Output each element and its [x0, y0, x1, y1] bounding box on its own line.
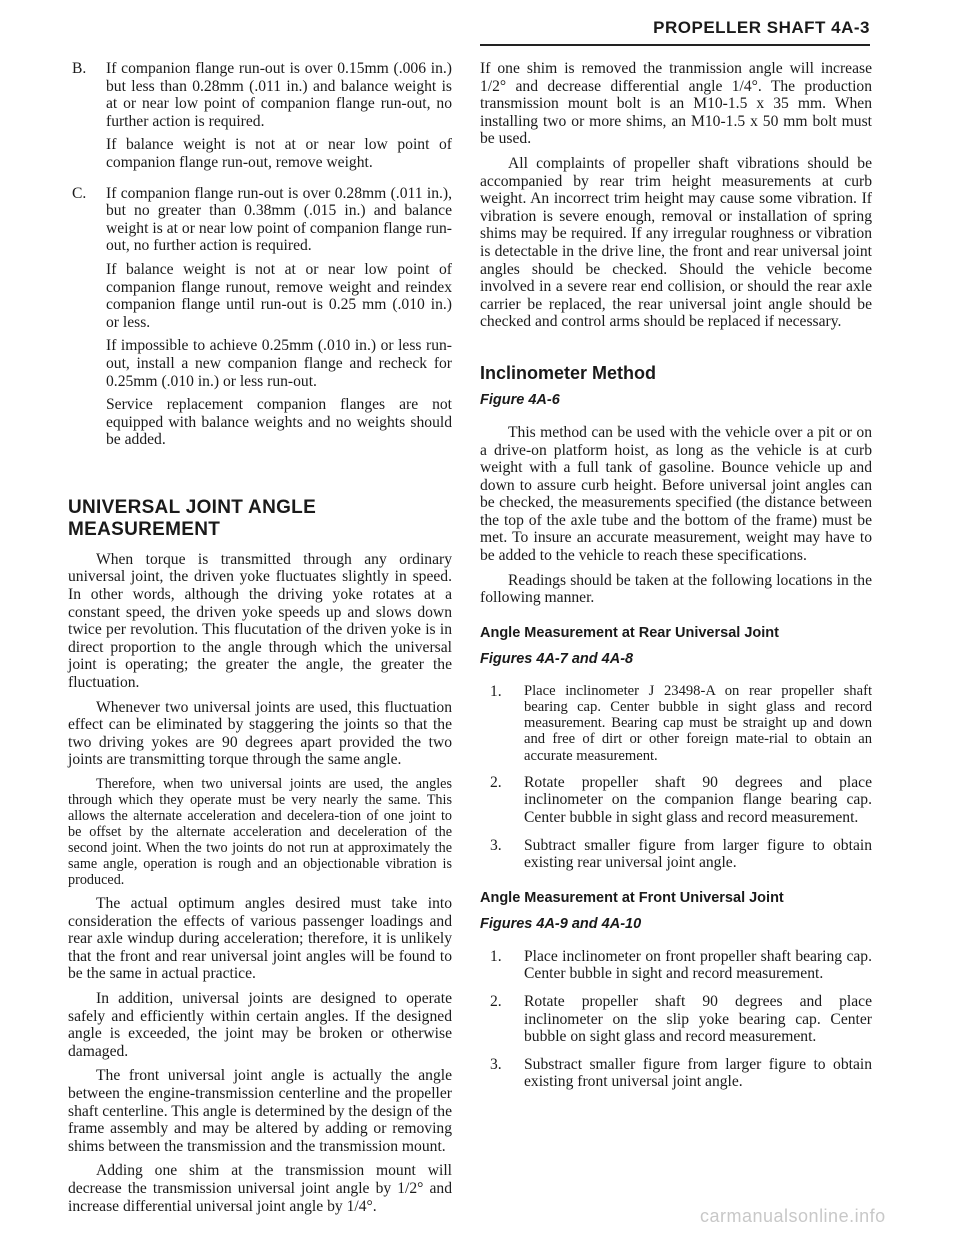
item-label: B.	[72, 60, 87, 77]
step-number: 1.	[490, 947, 502, 965]
paragraph: Whenever two universal joints are used, this fluctuation effect can be eliminated by staggering the joints so that the two driving yokes are 90 degrees apart provided the two joints are transmitting torque through the same angle.	[68, 698, 452, 769]
step-text: Rotate propeller shaft 90 degrees and place inclinometer on the slip yoke bearing cap. Center bubble on sight glass and record measurement.	[524, 993, 872, 1046]
paragraph: All complaints of propeller shaft vibrations should be accompanied by rear trim height measurements at curb weight. An incorrect trim height may cause some vibration. If vibration is severe enough, removal or installation of spring shims may be required. If any irregular roughness or vibration is detectable in the drive line, the front and rear universal joint angles should be checked. Should the vehicle become involved in a severe rear end collision, or should the rear axle carrier be replaced, the rear universal joint angle should be checked and control arms should be replaced if necessary.	[480, 154, 872, 331]
item-label: C.	[72, 184, 87, 202]
paragraph: Adding one shim at the transmission mount will decrease the transmission universal joint angle by 1/2° and increase differential universal joint angle by 1/4°.	[68, 1162, 452, 1215]
step-item	[480, 774, 872, 827]
subsection-title: Angle Measurement at Front Universal Joint	[480, 889, 784, 906]
step-item	[480, 993, 872, 1046]
paragraph: This method can be used with the vehicle over a pit or on a drive-on platform hoist, as long as the vehicle is at curb weight with a full tank of gasoline. Bounce vehicle up and down to assure curb height. Before universal joint angles can be checked, the measurements specified (the distance between the top of the axle tube and the bottom of the frame) must be met. To insure an accurate measurement, weight may have to be added to the vehicle to reach these specifications.	[480, 423, 872, 565]
section-title: UNIVERSAL JOINT ANGLE MEASUREMENT	[68, 496, 317, 540]
list-item-b	[68, 60, 452, 178]
step-item	[480, 1056, 872, 1091]
section-title: Inclinometer Method	[480, 362, 657, 383]
paragraph: The front universal joint angle is actually the angle between the engine-transmission centerline and the propeller shaft centerline. This angle is determined by the design of the frame assembly and may be altered by adding or removing shims between the transmission and the transmission mount.	[68, 1067, 452, 1155]
paragraph: If companion flange run-out is over 0.28mm (.011 in.), but no greater than 0.38mm (.015 in.) and balance weight is at or near low point of companion flange run-out, no further action is required.	[106, 184, 452, 255]
paragraph: In addition, universal joints are designed to operate safely and efficiently within certain angles. If the designed angle is exceeded, the joint may be broken or otherwise damaged.	[68, 989, 452, 1060]
step-item	[480, 948, 872, 983]
step-item	[480, 837, 872, 872]
step-text: Place inclinometer on front propeller shaft bearing cap. Center bubble in sight and record measurement.	[524, 947, 872, 983]
step-text: Rotate propeller shaft 90 degrees and place inclinometer on the companion flange bearing cap. Center bubble in sight glass and record measurement.	[524, 773, 872, 827]
step-text: Place inclinometer J 23498-A on rear propeller shaft bearing cap. Center bubble in sight glass and record measurement. Bearing cap must be straight up and down and free of dirt or other foreign mate-rial to obtain an accurate measurement.	[524, 682, 872, 764]
watermark: carmanualsonline.info	[700, 1206, 886, 1226]
step-text: Subtract smaller figure from larger figure to obtain existing rear universal joint angle.	[524, 836, 872, 872]
step-item	[480, 683, 872, 764]
step-number: 2.	[490, 773, 502, 791]
paragraph: When torque is transmitted through any ordinary universal joint, the driven yoke fluctuates slightly in speed. In other words, although the driving yoke rotates at a constant speed, the driven yoke speeds up and slows down twice per revolution. This flucutation of the driven yoke is in direct proportion to the angle through which the universal joint is operating; the greater the angle, the greater the fluctuation.	[68, 550, 452, 692]
header-rule	[480, 44, 870, 46]
step-number: 3.	[490, 1055, 502, 1073]
paragraph: Therefore, when two universal joints are used, the angles through which they operate must be very nearly the same. This allows the alternate acceleration and decelera-tion of one joint to be offset by the alternate acceleration and deceleration of the second joint. When the two joints do not run at approximately the same angle, operation is rough and an objectionable vibration is produced.	[68, 776, 452, 888]
subsection-title: Angle Measurement at Rear Universal Joint	[480, 624, 779, 641]
left-column	[68, 60, 452, 1222]
figure-reference: Figures 4A-9 and 4A-10	[480, 915, 642, 932]
step-text: Substract smaller figure from larger figure to obtain existing front universal joint angle.	[524, 1055, 872, 1091]
right-column	[480, 60, 872, 1101]
paragraph: Readings should be taken at the following locations in the following manner.	[480, 571, 872, 607]
step-number: 3.	[490, 836, 502, 854]
paragraph: If companion flange run-out is over 0.15mm (.006 in.) but less than 0.28mm (.011 in.) and balance weight is at or near low point of companion flange run-out, no further action is required.	[106, 60, 452, 130]
paragraph: Service replacement companion flanges are not equipped with balance weights and no weights should be added.	[106, 396, 452, 449]
paragraph: If balance weight is not at or near low point of companion flange runout, remove weight and reindex companion flange until run-out is 0.25 mm (.010 in.) or less.	[106, 260, 452, 331]
figure-reference: Figures 4A-7 and 4A-8	[480, 650, 634, 667]
figure-reference: Figure 4A-6	[480, 391, 560, 408]
paragraph: If one shim is removed the tranmission angle will increase 1/2° and decrease differential angle 1/4°. The production transmission mount bolt is an M10-1.5 x 35 mm. When installing two or more shims, an M10-1.5 x 50 mm bolt must be used.	[480, 60, 872, 148]
list-item-c	[68, 185, 452, 455]
paragraph: The actual optimum angles desired must take into consideration the effects of various passenger loadings and rear axle windup during acceleration; therefore, it is unlikely that the front and rear universal joint angles will be found to be the same in actual practice.	[68, 895, 452, 983]
page-header: PROPELLER SHAFT 4A-3	[653, 18, 870, 37]
paragraph: If impossible to achieve 0.25mm (.010 in.) or less run-out, install a new companion flange and recheck for 0.25mm (.010 in.) or less run-out.	[106, 337, 452, 390]
step-number: 2.	[490, 993, 502, 1011]
step-number: 1.	[490, 682, 502, 700]
paragraph: If balance weight is not at or near low point of companion flange run-out, remove weight.	[106, 136, 452, 171]
